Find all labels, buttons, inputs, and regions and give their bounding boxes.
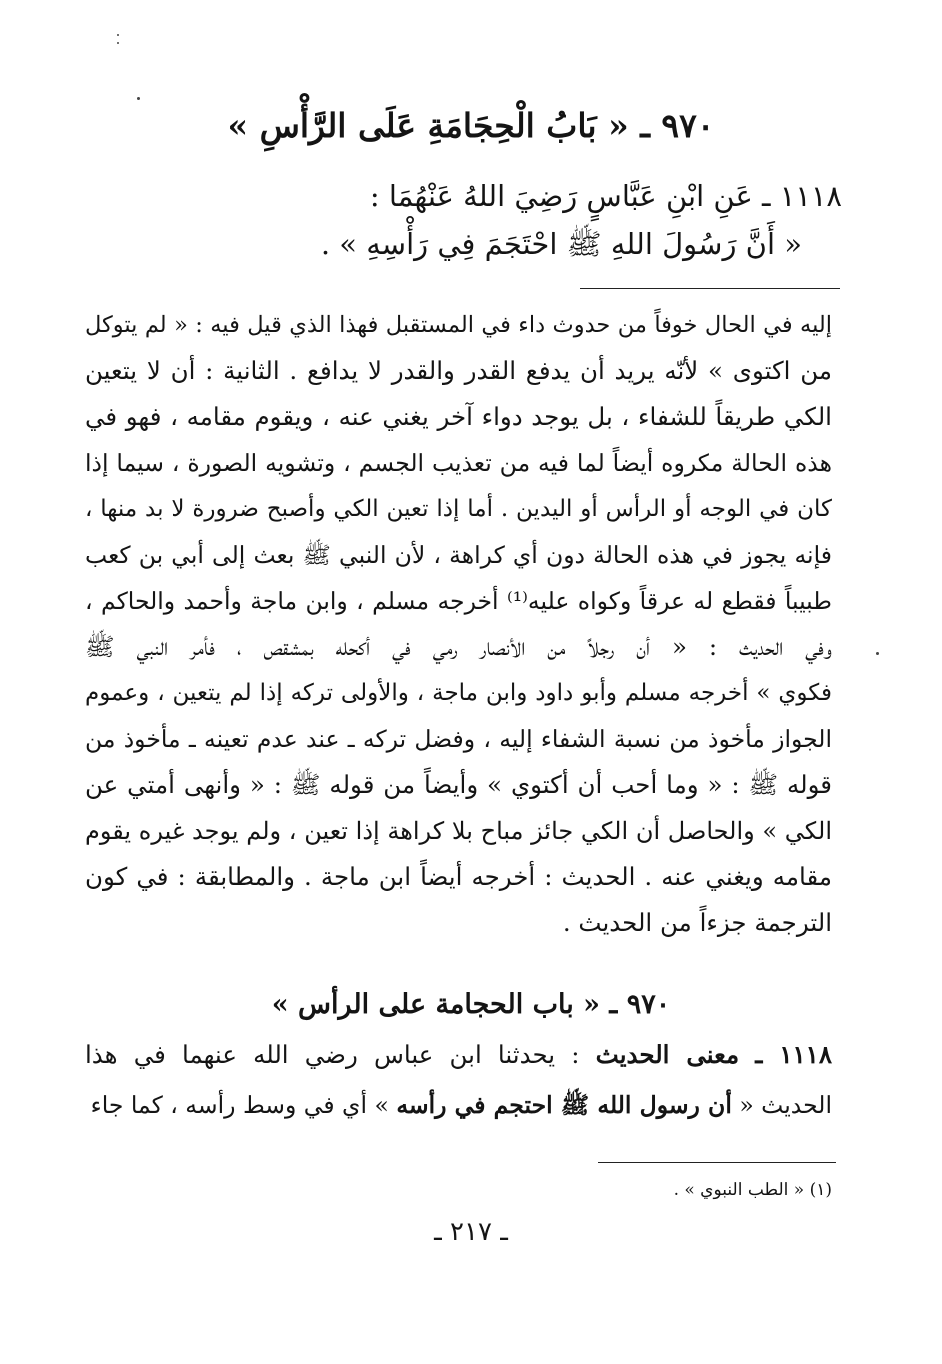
commentary-line: وفي الحديث : « أن رجلاً من الأنصار رمي في أكحله بمشقص ، فأمر النبي ﷺ	[85, 632, 832, 661]
hadith-line: « أَنَّ رَسُولَ اللهِ ﷺ احْتَجَمَ فِي رَأْسِهِ » .	[320, 227, 802, 261]
scan-speck	[876, 652, 879, 655]
meaning-text: الحديث «	[739, 1091, 832, 1119]
scan-speck	[117, 42, 119, 44]
footnote: (١) « الطب النبوي » .	[673, 1180, 832, 1200]
commentary-line: فكوي » أخرجه مسلم وأبو داود وابن ماجة ، والأولى تركه إذا لم يتعين ، وعموم	[85, 680, 832, 706]
section-title: ٩٧٠ ـ « باب الحجامة على الرأس »	[271, 989, 671, 1020]
meaning-text: : يحدثنا ابن عباس رضي الله عنهما في هذا	[85, 1040, 580, 1069]
commentary-line: إليه في الحال خوفاً من حدوث داء في المستقبل فهذا الذي قيل فيه : « لم يتوكل	[85, 312, 832, 338]
hadith-line: ١١١٨ ـ عَنِ ابْنِ عَبَّاسٍ رَضِيَ اللهُ عَنْهُمَا :	[369, 179, 842, 213]
hadith-meaning	[85, 1030, 832, 1130]
chapter-title: ٩٧٠ ـ « بَابُ الْحِجَامَةِ عَلَى الرَّأْسِ »	[227, 106, 715, 145]
hadith-quote: أن رسول الله ﷺ احتجم في رأسه	[396, 1091, 732, 1119]
commentary-line: الترجمة جزءاً من الحديث .	[562, 908, 832, 937]
commentary-line: الكي » والحاصل أن الكي جائز مباح بلا كراهة إذا تعين ، ولم يوجد غيره يقوم	[85, 817, 832, 845]
hadith-text	[150, 172, 842, 268]
meaning-heading: معنى الحديث	[595, 1040, 740, 1069]
hadith-divider	[580, 288, 840, 289]
meaning-line	[85, 1030, 832, 1080]
scan-speck	[117, 34, 119, 36]
commentary-line: الجواز مأخوذ من نسبة الشفاء إليه ، وفضل تركه ـ عند عدم تعينه ـ مأخوذ من	[85, 725, 832, 753]
page-number: ـ ٢١٧ ـ	[434, 1217, 508, 1247]
hadith-number: ١١١٨ ـ	[755, 1040, 832, 1069]
commentary-line: الكي طريقاً للشفاء ، بل يوجد دواء آخر يغني عنه ، ويقوم مقامه ، فهو في	[85, 402, 832, 431]
commentary-line: مقامه ويغني عنه . الحديث : أخرجه أيضاً ابن ماجة . والمطابقة : في كون	[85, 862, 832, 891]
commentary-line: قوله ﷺ : « وما أحب أن أكتوي » وأيضاً من قوله ﷺ : « وأنهى أمتي عن	[85, 770, 832, 799]
commentary-line: كان في الوجه أو الرأس أو اليدين . أما إذا تعين الكي وأصبح ضرورة لا بد منها ،	[85, 496, 832, 522]
meaning-line	[85, 1080, 832, 1130]
footnote-divider	[598, 1162, 836, 1163]
commentary-line: فإنه يجوز في هذه الحالة دون أي كراهة ، لأن النبي ﷺ بعث إلى أبي بن كعب	[85, 541, 832, 569]
commentary-line: من اكتوى » لأنّه يريد أن يدفع القدر والقدر لا يدافع . الثانية : أن لا يتعين	[85, 356, 832, 385]
commentary-line: هذه الحالة مكروه أيضاً لما فيه من تعذيب الجسم ، وتشويه الصورة ، سيما إذا	[85, 449, 832, 477]
commentary-line: طبيباً فقطع له عرقاً وكواه عليه⁽¹⁾ أخرجه مسلم ، وابن ماجة وأحمد والحاكم ،	[85, 587, 832, 615]
meaning-text: » أي في وسط رأسه ، كما جاء	[90, 1091, 389, 1119]
commentary-paragraph	[85, 302, 832, 946]
